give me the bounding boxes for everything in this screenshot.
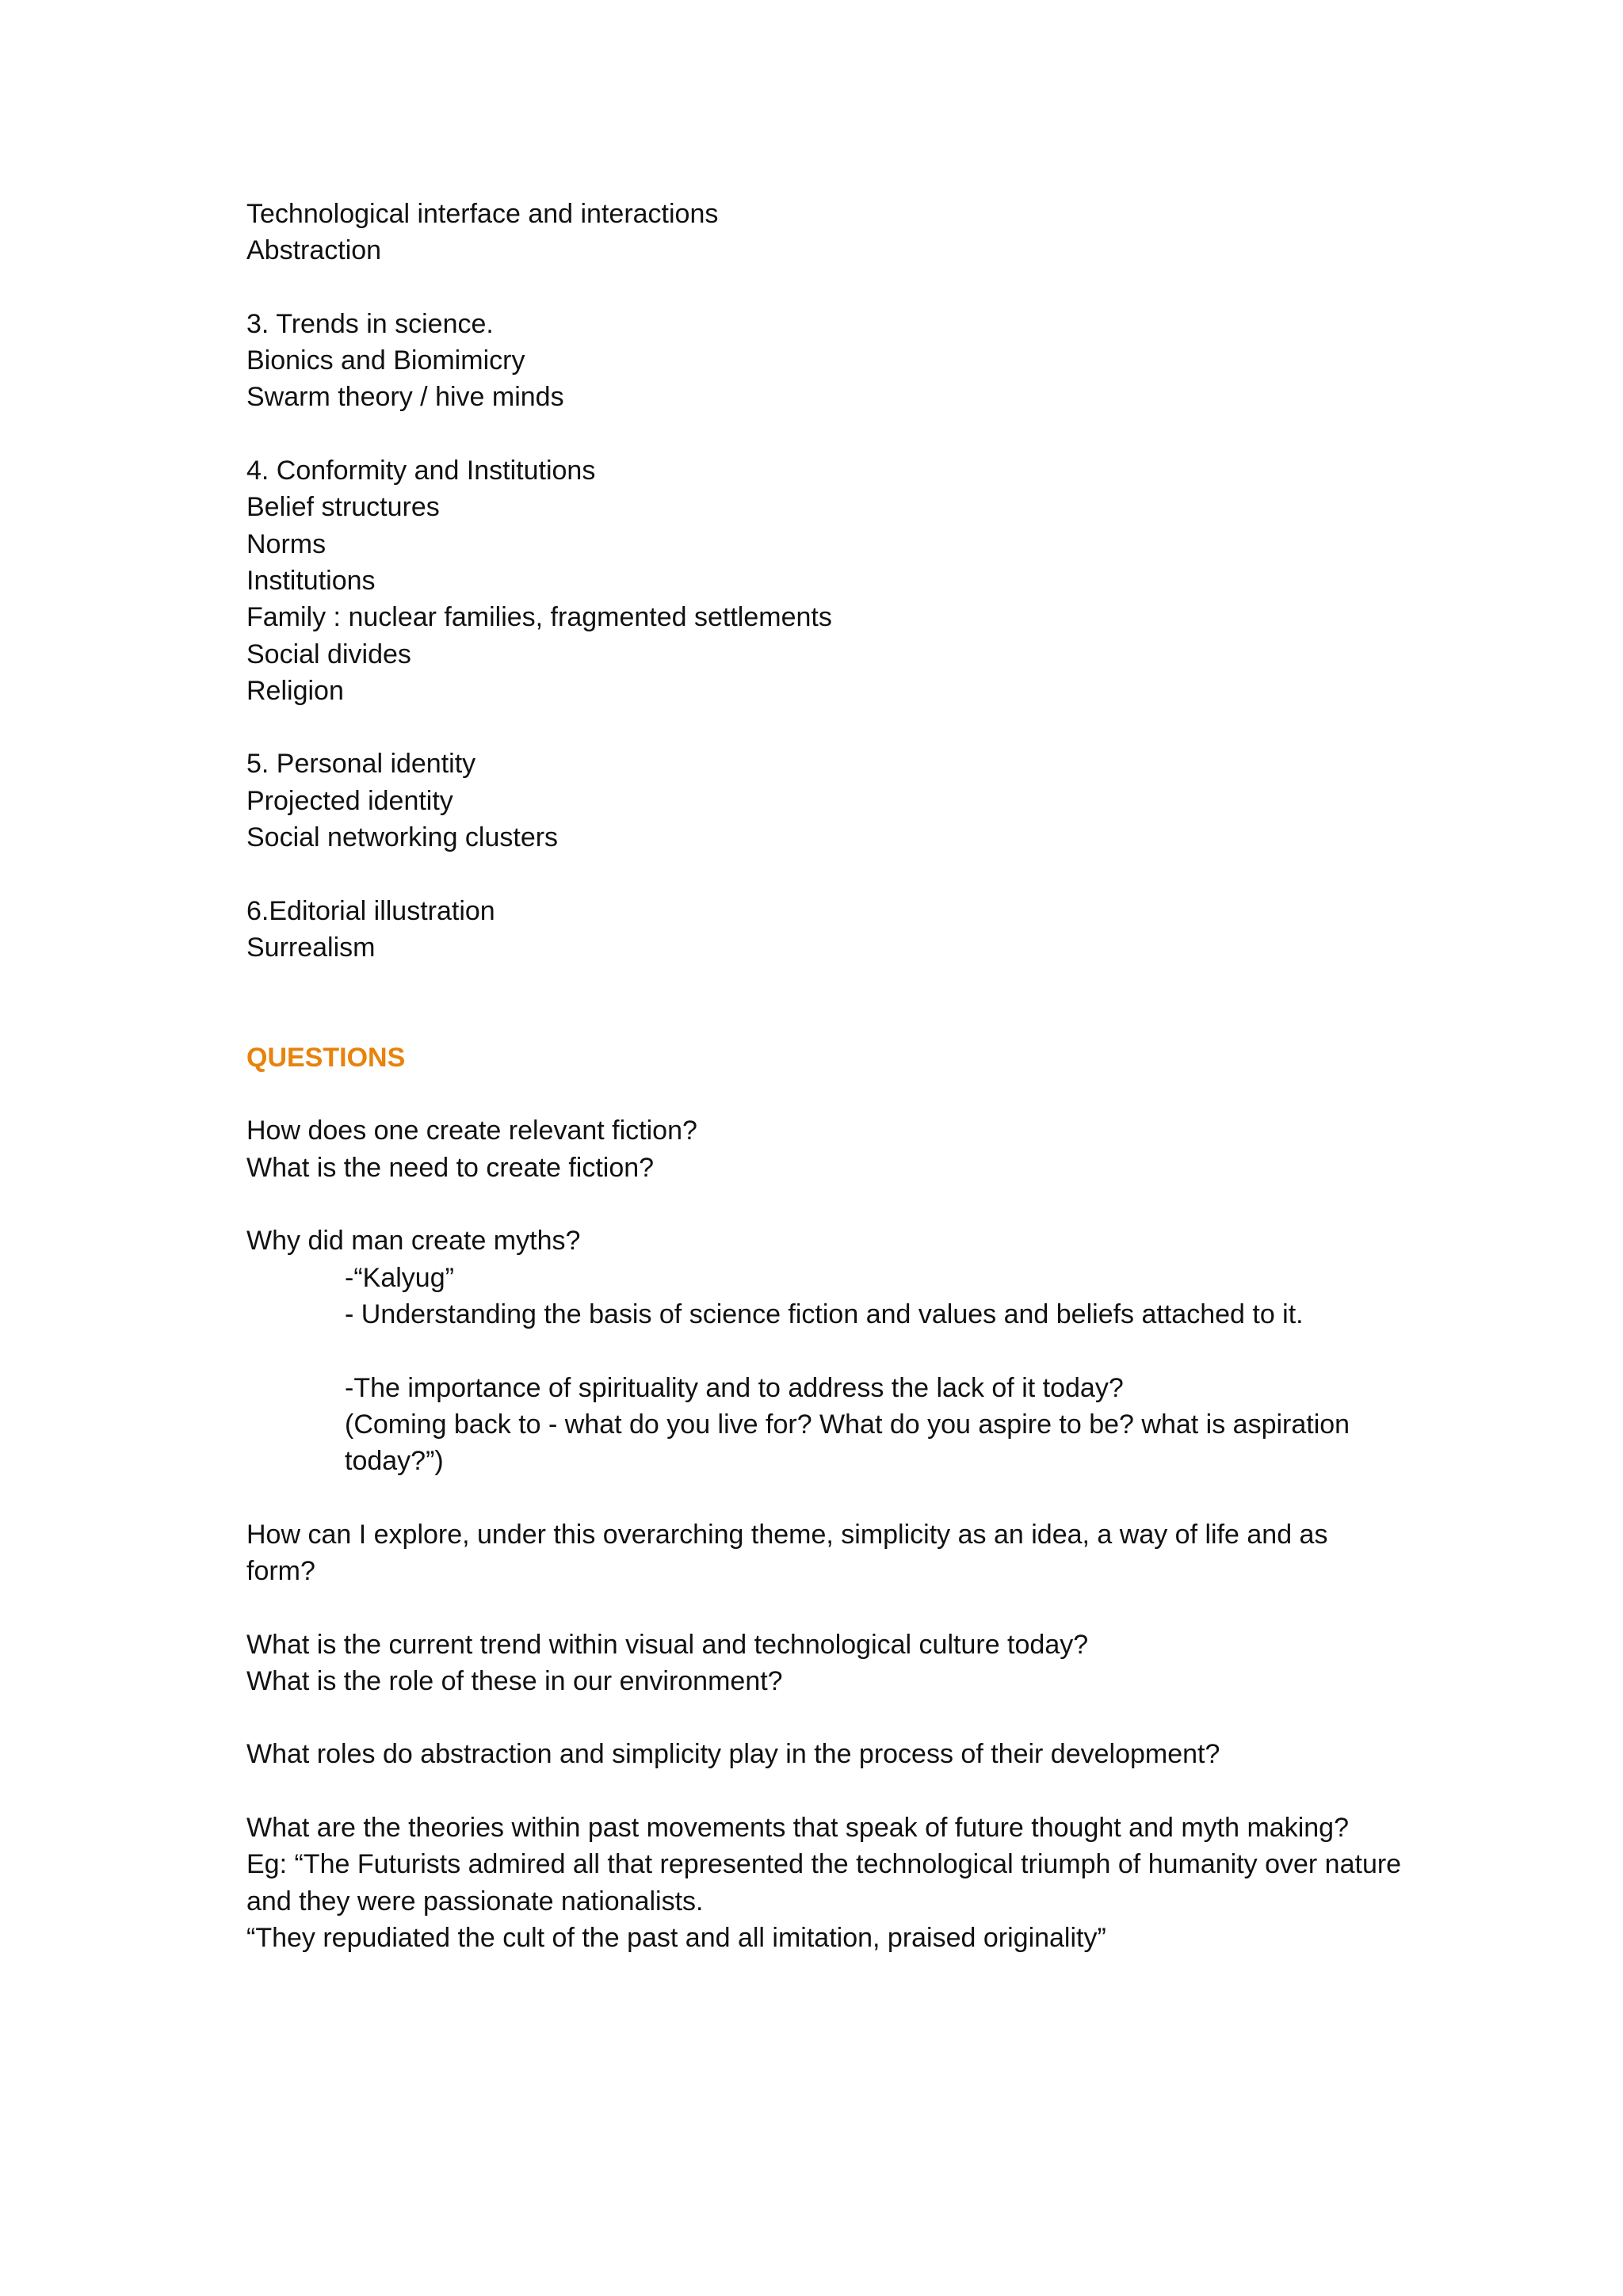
section-heading-conformity: 4. Conformity and Institutions bbox=[246, 456, 596, 486]
quote-paragraph: Eg: “The Futurists admired all that represented the technological triumph of humanity over nature and they were passionate nationalists. bbox=[246, 1849, 1402, 1917]
spacer bbox=[246, 1186, 1403, 1222]
spacer bbox=[246, 1076, 1403, 1112]
spacer bbox=[246, 709, 1403, 746]
topic-line: Projected identity bbox=[246, 785, 453, 816]
section-heading-trends-science: 3. Trends in science. bbox=[246, 308, 494, 339]
spacer bbox=[246, 269, 1403, 306]
question-sub-item: -The importance of spirituality and to address the lack of it today? bbox=[345, 1372, 1124, 1403]
topic-line: Abstraction bbox=[246, 235, 382, 266]
topic-line: Social networking clusters bbox=[246, 822, 559, 853]
question-sub-item: - Understanding the basis of science fiction and values and beliefs attached to it. bbox=[345, 1299, 1304, 1329]
spacer bbox=[246, 856, 1403, 892]
topic-line: Religion bbox=[246, 675, 344, 706]
spacer bbox=[246, 966, 1403, 1039]
topic-line: Family : nuclear families, fragmented settlements bbox=[246, 602, 832, 633]
question-line: What is the role of these in our environment? bbox=[246, 1665, 783, 1696]
question-line: What roles do abstraction and simplicity play in the process of their development? bbox=[246, 1739, 1220, 1770]
question-line: What is the current trend within visual and technological culture today? bbox=[246, 1629, 1089, 1660]
topic-line: Surrealism bbox=[246, 932, 376, 963]
questions-heading: QUESTIONS bbox=[246, 1042, 406, 1073]
spacer bbox=[246, 1773, 1403, 1810]
spacer bbox=[246, 1699, 1403, 1736]
topic-line: Norms bbox=[246, 528, 327, 559]
topic-line: Swarm theory / hive minds bbox=[246, 382, 564, 413]
topic-line: Institutions bbox=[246, 565, 376, 596]
question-paragraph: How can I explore, under this overarching theme, simplicity as an idea, a way of life and as form? bbox=[246, 1519, 1328, 1586]
spacer bbox=[246, 1589, 1403, 1626]
question-line: Why did man create myths? bbox=[246, 1226, 581, 1257]
topic-line: Bionics and Biomimicry bbox=[246, 345, 525, 376]
topic-line: Belief structures bbox=[246, 492, 440, 523]
document-body bbox=[246, 196, 1403, 1956]
quote-line: “They repudiated the cult of the past and all imitation, praised originality” bbox=[246, 1922, 1106, 1953]
question-paragraph: What are the theories within past movements that speak of future thought and myth making? bbox=[246, 1813, 1349, 1844]
question-sub-item: -“Kalyug” bbox=[345, 1262, 454, 1293]
question-line: How does one create relevant fiction? bbox=[246, 1116, 697, 1146]
question-sub-item: (Coming back to - what do you live for? What do you aspire to be? what is aspiration today?”) bbox=[345, 1409, 1350, 1477]
topic-line: Technological interface and interactions bbox=[246, 199, 719, 229]
section-heading-identity: 5. Personal identity bbox=[246, 749, 476, 780]
spacer bbox=[246, 1333, 1403, 1369]
spacer bbox=[246, 416, 1403, 452]
topic-line: Social divides bbox=[246, 639, 411, 669]
spacer bbox=[246, 1479, 1403, 1516]
section-heading-editorial: 6.Editorial illustration bbox=[246, 895, 495, 926]
question-line: What is the need to create fiction? bbox=[246, 1152, 655, 1183]
